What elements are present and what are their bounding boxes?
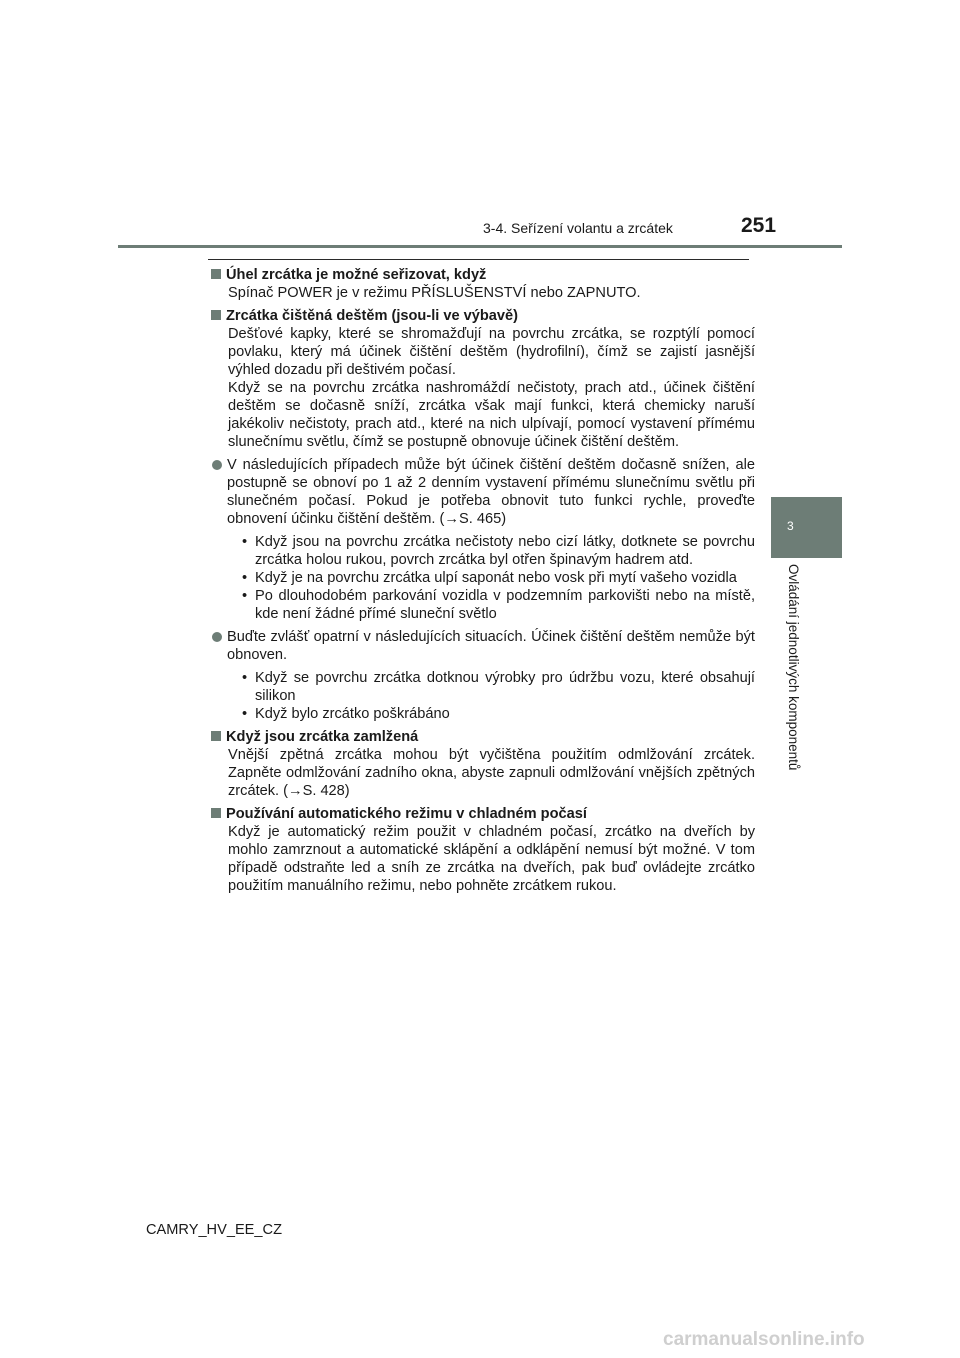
bullet-list	[242, 669, 755, 723]
square-bullet-icon	[211, 808, 221, 818]
section-heading	[210, 805, 755, 823]
paragraph: Dešťové kapky, které se shromažďují na povrchu zrcátka, se rozptýlí pomocí povlaku, který má účinek čištění deštěm (hydrofilní), čímž se zajistí jasnější výhled dozadu při deštivém počasí.	[228, 326, 755, 378]
list-item-text: Když bylo zrcátko poškrábáno	[255, 706, 450, 722]
section-heading-text: Používání automatického režimu v chladném počasí	[226, 806, 587, 822]
chapter-title: Ovládání jednotlivých komponentů	[786, 564, 801, 771]
square-bullet-icon	[211, 269, 221, 279]
circle-bullet-icon	[212, 632, 222, 642]
list-item: • Když se povrchu zrcátka dotknou výrobky pro údržbu vozu, které obsahují silikon	[242, 670, 755, 704]
section-fogged-mirrors	[210, 728, 755, 800]
list-item: • Po dlouhodobém parkování vozidla v podzemním parkovišti nebo na místě, kde není žádné přímé sluneční světlo	[242, 588, 755, 622]
list-item-text: Když se povrchu zrcátka dotknou výrobky pro údržbu vozu, které obsahují silikon	[255, 670, 755, 704]
bullet-list	[242, 533, 755, 623]
list-item: • Když bylo zrcátko poškrábáno	[242, 705, 755, 723]
square-bullet-icon	[211, 731, 221, 741]
chapter-number: 3	[787, 519, 794, 533]
list-item: • Když jsou na povrchu zrcátka nečistoty nebo cizí látky, dotknete se povrchu zrcátka holou rukou, povrch zrcátka byl otřen špinavým hadrem atd.	[242, 534, 755, 568]
square-bullet-icon	[211, 310, 221, 320]
section-heading	[210, 728, 755, 746]
note-item	[212, 628, 755, 664]
section-rain-clearing	[210, 307, 755, 723]
page-content	[210, 266, 755, 900]
note-item	[212, 456, 755, 528]
page-number: 251	[741, 214, 777, 237]
note-text: Buďte zvlášť opatrní v následujících situacích. Účinek čištění deštěm nemůže být obnoven.	[227, 629, 755, 663]
paragraph: Vnější zpětná zrcátka mohou být vyčištěna použitím odmlžování zrcátek. Zapněte odmlžování zadního okna, abyste zapnuli odmlžování vnějších zpětných zrcátek. (→S. 428)	[228, 747, 755, 799]
circle-bullet-icon	[212, 460, 222, 470]
running-header-section: 3-4. Seřízení volantu a zrcátek	[483, 220, 673, 236]
chapter-side-tab	[771, 497, 842, 558]
header-rule	[118, 245, 842, 248]
list-item-text: Když jsou na povrchu zrcátka nečistoty nebo cizí látky, dotknete se povrchu zrcátka holou rukou, povrch zrcátka byl otřen špinavým hadrem atd.	[255, 534, 755, 568]
note-text: V následujících případech může být účinek čištění deštěm dočasně snížen, ale postupně se obnoví po 1 až 2 denním vystavení přímému slunečnímu světlu při slunečném počasí. Pokud je potřeba obnovit tuto funkci rychle, proveďte obnovení účinku čištění deštěm. (→S. 465)	[227, 457, 755, 527]
list-item-text: Po dlouhodobém parkování vozidla v podzemním parkovišti nebo na místě, kde není žádné přímé sluneční světlo	[255, 588, 755, 622]
watermark: carmanualsonline.info	[663, 1329, 865, 1350]
section-heading-text: Když jsou zrcátka zamlžená	[226, 729, 419, 745]
document-code: CAMRY_HV_EE_CZ	[146, 1222, 282, 1238]
section-cold-weather	[210, 805, 755, 895]
content-top-rule	[208, 259, 749, 260]
section-mirror-angle	[210, 266, 755, 302]
paragraph: Když je automatický režim použit v chladném počasí, zrcátko na dveřích by mohlo zamrznout a automatické sklápění a odklápění nemusí být možné. V tom případě odstraňte led a sníh ze zrcátka na dveřích, pak buď ovládejte zrcátko použitím manuálního režimu, nebo pohněte zrcátkem rukou.	[228, 824, 755, 894]
paragraph: Spínač POWER je v režimu PŘÍSLUŠENSTVÍ nebo ZAPNUTO.	[228, 285, 641, 301]
section-heading	[210, 307, 755, 325]
section-heading-text: Úhel zrcátka je možné seřizovat, když	[226, 267, 487, 283]
list-item: • Když je na povrchu zrcátka ulpí saponát nebo vosk při mytí vašeho vozidla	[242, 569, 755, 587]
list-item-text: Když je na povrchu zrcátka ulpí saponát nebo vosk při mytí vašeho vozidla	[255, 570, 737, 586]
paragraph: Když se na povrchu zrcátka nashromáždí nečistoty, prach atd., účinek čištění deštěm se dočasně sníží, zrcátka však mají funkci, která chemicky naruší jakékoliv nečistoty, prach atd., které na nich ulpívají, pomocí vystavení přímému slunečnímu světlu, čímž se postupně obnovuje účinek čištění deštěm.	[228, 380, 755, 450]
section-heading	[210, 266, 755, 284]
section-heading-text: Zrcátka čištěná deštěm (jsou-li ve výbavě)	[226, 308, 519, 324]
